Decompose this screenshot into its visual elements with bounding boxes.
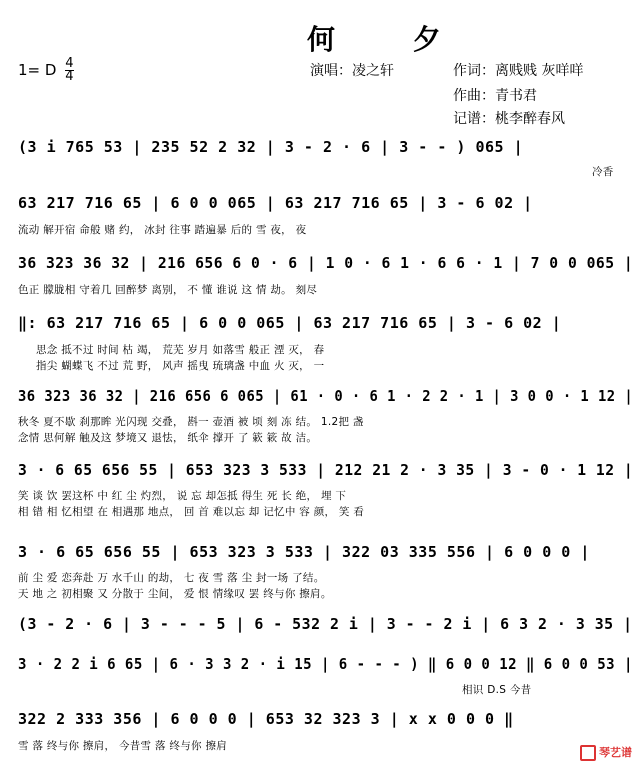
watermark-text: 琴艺谱 bbox=[599, 746, 632, 759]
transcriber-credit: 记谱：桃李醉春风 bbox=[453, 111, 565, 127]
lyric-row-6: 笑 谈 饮 罢这杯 中 红 尘 灼烈， 说 忘 却怎抵 得生 死 长 绝， 埋 下 bbox=[18, 490, 347, 502]
lyric-row-6-verse-2: 相 错 相 忆相望 在 相遇那 地点， 回 首 难以忘 却 记忆中 容 颜， 笑 看 bbox=[18, 506, 365, 518]
lyric-row-5: 秋冬 夏不歇 刹那眸 光闪现 交叠， 斟一 壶酒 被 顷 刻 冻 结。 1.2把 盏 bbox=[18, 416, 364, 428]
notation-row-10: 322 2 333 356 | 6 0 0 0 | 653 32 323 3 | x x 0 0 0 ‖ bbox=[18, 710, 514, 728]
composer-credit: 作曲：青书君 bbox=[453, 88, 537, 104]
lyric-row-10: 雪 落 终与你 擦肩， 今昔雪 落 终与你 擦肩 bbox=[18, 740, 228, 752]
watermark-logo bbox=[580, 744, 632, 761]
notation-row-7: 3 · 6 65 656 55 | 653 323 3 533 | 322 03 335 556 | 6 0 0 0 | bbox=[18, 543, 590, 561]
notation-row-5: 36 323 36 32 | 216 656 6 065 | 61 · 0 · 6 1 · 2 2 · 1 | 3 0 0 · 1 12 | bbox=[18, 387, 634, 405]
notation-row-9: 3 · 2 2 i 6 65 | 6 · 3 3 2 · i 15 | 6 - - - ) ‖ 6 0 0 12 ‖ 6 0 0 53 | bbox=[18, 655, 633, 673]
notation-row-2: 63 217 716 65 | 6 0 0 065 | 63 217 716 65 | 3 - 6 02 | bbox=[18, 194, 533, 212]
lyricist-credit: 作词：离贱贱 灰咩咩 bbox=[453, 63, 584, 79]
music-logo-icon bbox=[580, 745, 596, 761]
time-sig-top: 4 bbox=[65, 56, 74, 71]
lyric-row-4: 思念 抵不过 时间 枯 竭， 荒芜 岁月 如落雪 般正 湮 灭， 春 bbox=[36, 344, 325, 356]
key-signature bbox=[18, 58, 74, 83]
time-sig-bottom: 4 bbox=[65, 69, 74, 84]
lyric-row-7-verse-2: 天 地 之 初相聚 又 分散于 尘间， 爱 恨 情缘叹 罢 终与你 擦肩。 bbox=[18, 588, 332, 600]
singer-credit: 演唱：凌之轩 bbox=[310, 63, 394, 79]
lyric-row-2: 流动 解开宿 命般 赌 约， 冰封 往事 踏遍暴 后的 雪 夜， 夜 bbox=[18, 224, 307, 236]
notation-row-1: (3 i 765 53 | 235 52 2 32 | 3 - 2 · 6 | 3 - - ) 065 | bbox=[18, 138, 524, 156]
key-text: 1= D bbox=[18, 61, 57, 79]
time-signature bbox=[65, 58, 73, 83]
notation-row-3: 36 323 36 32 | 216 656 6 0 · 6 | 1 0 · 6 1 · 6 6 · 1 | 7 0 0 065 | bbox=[18, 254, 634, 272]
lyric-row-4-verse-2: 指尖 蝴蝶飞 不过 荒 野， 风声 摇曳 琉璃盏 中血 火 灭， 一 bbox=[36, 360, 325, 372]
lyric-row-7: 前 尘 爱 恋奔赴 万 水千山 的劫， 七 夜 雪 落 尘 封一场 了结。 bbox=[18, 572, 325, 584]
notation-row-4: ‖: 63 217 716 65 | 6 0 0 065 | 63 217 716 65 | 3 - 6 02 | bbox=[18, 314, 562, 332]
notation-row-6: 3 · 6 65 656 55 | 653 323 3 533 | 212 21 2 · 3 35 | 3 - 0 · 1 12 | bbox=[18, 461, 634, 479]
lyric-row-3: 色正 朦胧相 守着几 回醉梦 离别， 不 懂 谁说 这 情 劫。 刻尽 bbox=[18, 284, 318, 296]
lyric-row-1: 冷香 bbox=[592, 166, 614, 178]
notation-row-8: (3 - 2 · 6 | 3 - - - 5 | 6 - 532 2 i | 3 - - 2 i | 6 3 2 · 3 35 | bbox=[18, 615, 633, 633]
lyric-row-9: 相识 D.S 今昔 bbox=[462, 684, 532, 696]
song-title: 何 夕 bbox=[307, 23, 475, 56]
lyric-row-5-verse-2: 念情 思何解 触及这 梦境又 退怯， 纸伞 撑开 了 簌 簌 故 洁。 bbox=[18, 432, 318, 444]
